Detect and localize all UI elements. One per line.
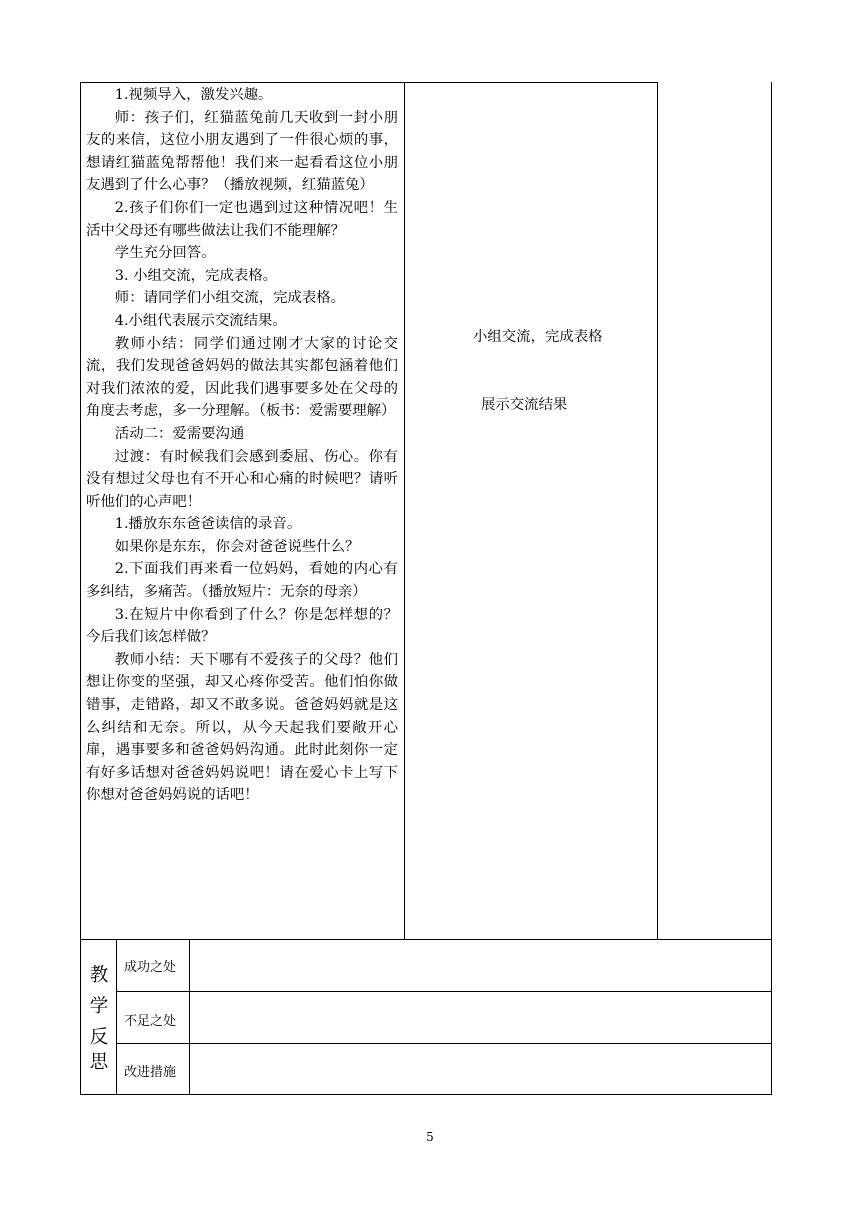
table-right-border: [771, 82, 772, 1095]
reflection-content-improvement[interactable]: [192, 1046, 768, 1092]
column-divider-1: [404, 82, 405, 939]
reflection-content-success[interactable]: [192, 942, 768, 988]
paragraph: 2.孩子们你们一定也遇到过这种情况吧！生活中父母还有哪些做法让我们不能理解？: [86, 199, 398, 239]
paragraph: 活动二：爱需要沟通: [114, 425, 245, 442]
reflection-label-success: 成功之处: [124, 960, 177, 975]
paragraph: 1.视频导入，激发兴趣。: [114, 87, 273, 103]
paragraph: 教师小结：天下哪有不爱孩子的父母？他们想让你变的坚强，却又心疼你受苦。他们怕你做错事，走错路，却又不敢多说。爸爸妈妈就是这么纠结和无奈。所以，从今天起我们要敞开心扉，遇事要多和爸爸妈妈沟通。此时此刻你一定有好多话想对爸爸妈妈说吧！请在爱心卡上写下你想对爸爸妈妈说的话吧！: [86, 651, 398, 804]
table-bottom-border: [80, 1094, 772, 1095]
column-divider-2: [657, 82, 658, 939]
reflection-label-improvement: 改进措施: [124, 1065, 177, 1080]
reflection-top-border: [80, 939, 772, 940]
paragraph: 3. 小组交流，完成表格。: [114, 267, 278, 284]
table-left-border: [80, 82, 81, 1095]
paragraph: 师：请同学们小组交流，完成表格。: [114, 290, 346, 307]
paragraph: 如果你是东东，你会对爸爸说些什么？: [114, 538, 360, 555]
paragraph: 2.下面我们再来看一位妈妈，看她的内心有多纠结，多痛苦。（播放短片：无奈的母亲）: [86, 561, 398, 601]
paragraph: 4.小组代表展示交流结果。: [114, 312, 287, 329]
teaching-process-text: [86, 84, 398, 807]
paragraph: 师：孩子们，红猫蓝兔前几天收到一封小朋友的来信，这位小朋友遇到了一件很心烦的事，想请红猫蓝兔帮帮他！我们来一起看看这位小朋友遇到了什么心事？（播放视频，红猫蓝兔）: [86, 109, 398, 194]
paragraph: 过渡：有时候我们会感到委屈、伤心。你有没有想过父母也有不开心和心痛的时候吧？请听听他们的心声吧！: [86, 448, 398, 510]
paragraph: 教师小结：同学们通过刚才大家的讨论交流，我们发现爸爸妈妈的做法其实都包涵着他们对我们浓浓的爱，因此我们遇事要多处在父母的角度去考虑，多一分理解。（板书：爱需要理解）: [86, 335, 398, 420]
reflection-heading-char: 反: [89, 1027, 109, 1048]
reflection-content-divider: [189, 939, 190, 1095]
paragraph: 1.播放东东爸爸读信的录音。: [114, 516, 302, 533]
table-top-border: [80, 82, 658, 83]
reflection-content-shortcoming[interactable]: [192, 994, 768, 1040]
student-activity-item-1: 小组交流，完成表格: [473, 329, 603, 345]
paragraph: 3.在短片中你看到了什么？你是怎样想的？今后我们该怎样做？: [86, 606, 398, 646]
paragraph: 学生充分回答。: [114, 245, 216, 262]
reflection-row-divider-1: [116, 991, 772, 992]
reflection-heading-char: 思: [89, 1052, 109, 1073]
reflection-label-divider: [116, 939, 117, 1095]
reflection-heading-char: 学: [89, 996, 109, 1017]
reflection-label-shortcoming: 不足之处: [124, 1014, 177, 1029]
student-activity-item-2: 展示交流结果: [481, 397, 568, 413]
reflection-row-divider-2: [116, 1043, 772, 1044]
reflection-heading-char: 教: [89, 965, 109, 986]
page-number: 5: [426, 1130, 434, 1144]
